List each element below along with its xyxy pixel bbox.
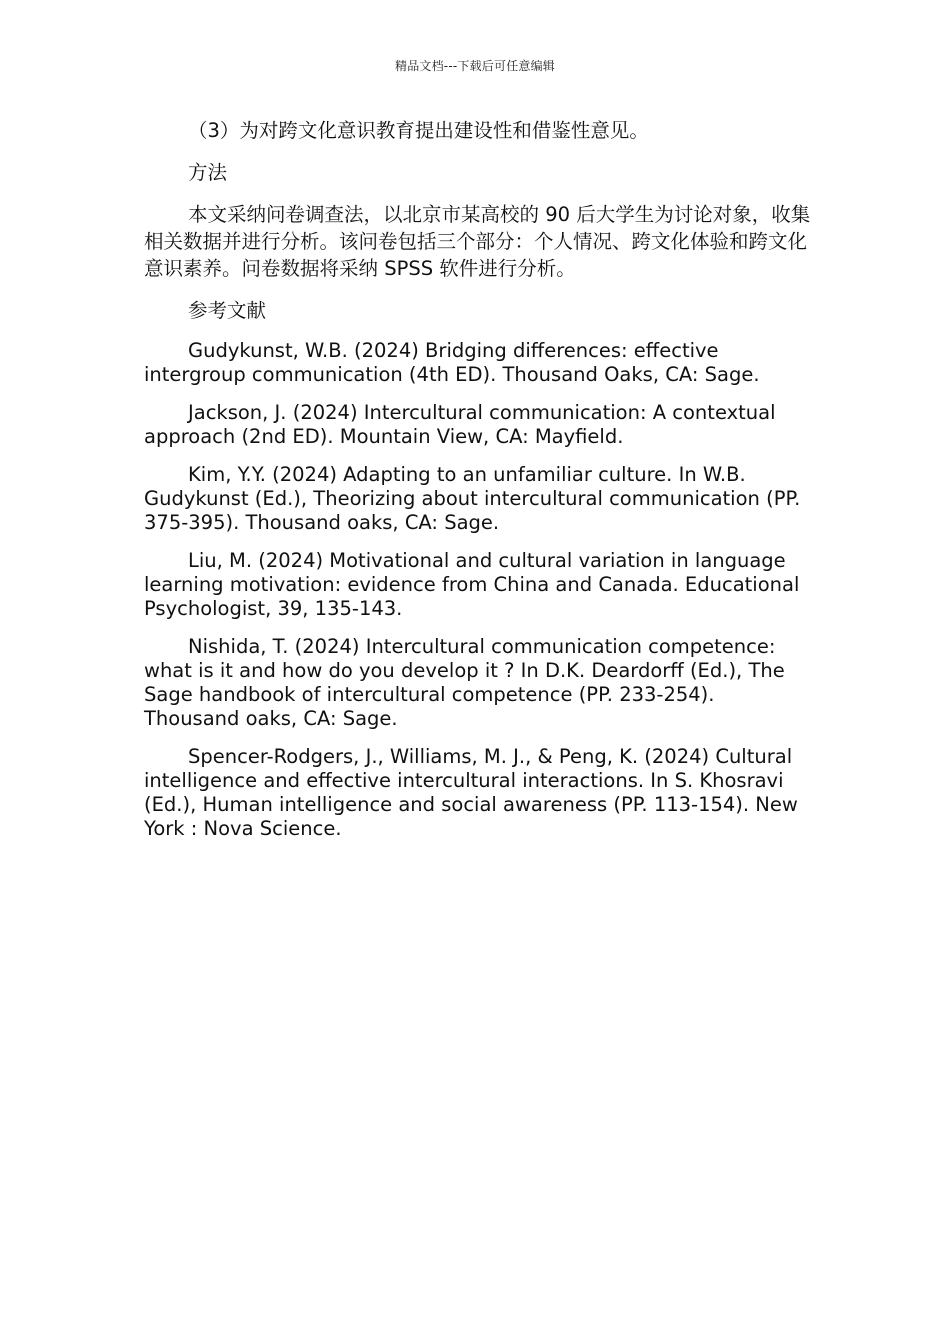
document-body xyxy=(144,117,812,855)
method-heading: 方法 xyxy=(188,161,228,184)
objective-item-3: （3）为对跨文化意识教育提出建设性和借鉴性意见。 xyxy=(188,119,649,142)
reference-item: Nishida, T. (2024) Intercultural communication competence: what is it and how do you develop it ? In D.K. Deardorff (Ed.), The Sage handbook of intercultural competence (PP. 233-254). Thousand oaks, CA: Sage. xyxy=(144,635,785,730)
reference-item: Spencer-Rodgers, J., Williams, M. J., & Peng, K. (2024) Cultural intelligence and effective intercultural interactions. In S. Khosravi (Ed.), Human intelligence and social awareness (PP. 113-154). New York : Nova Science. xyxy=(144,745,798,840)
reference-item: Gudykunst, W.B. (2024) Bridging differences: effective intergroup communication (4th ED). Thousand Oaks, CA: Sage. xyxy=(144,339,760,386)
reference-item: Liu, M. (2024) Motivational and cultural variation in language learning motivation: evidence from China and Canada. Educational Psychologist, 39, 135-143. xyxy=(144,549,800,620)
page-header: 精品文档---下载后可任意编辑 xyxy=(395,59,555,73)
references-heading: 参考文献 xyxy=(188,299,267,322)
reference-list xyxy=(144,339,812,841)
reference-item: Jackson, J. (2024) Intercultural communication: A contextual approach (2nd ED). Mountain View, CA: Mayfield. xyxy=(144,401,776,448)
method-paragraph: 本文采纳问卷调查法，以北京市某高校的 90 后大学生为讨论对象，收集相关数据并进行分析。该问卷包括三个部分：个人情况、跨文化体验和跨文化意识素养。问卷数据将采纳 SPSS 软件进行分析。 xyxy=(144,203,811,280)
reference-item: Kim, Y.Y. (2024) Adapting to an unfamiliar culture. In W.B. Gudykunst (Ed.), Theorizing about intercultural communication (PP. 375-395). Thousand oaks, CA: Sage. xyxy=(144,463,801,534)
